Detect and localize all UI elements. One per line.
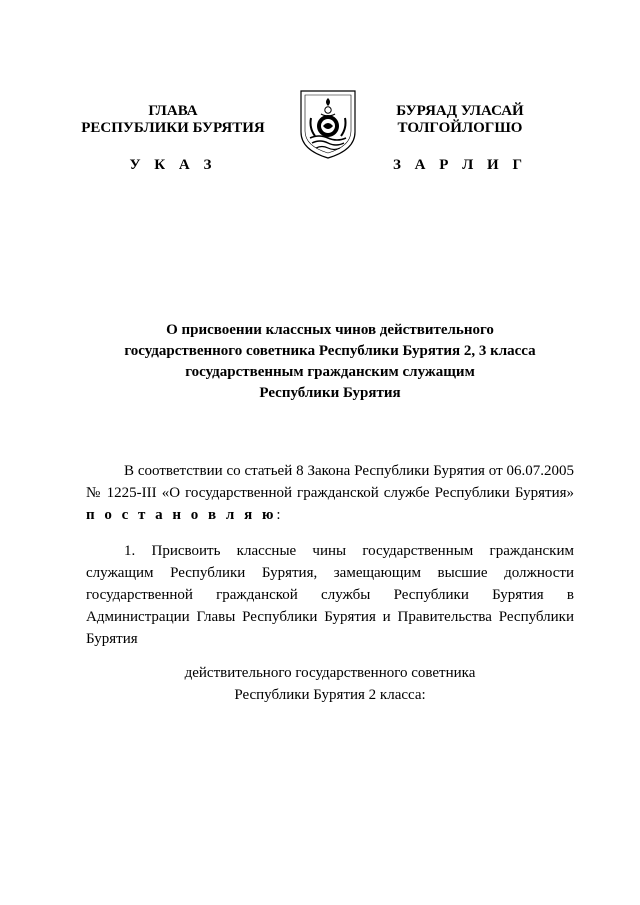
title-line1: О присвоении классных чинов действительного [166,322,494,338]
header-left [58,103,288,174]
clause-1-paragraph [86,540,574,650]
title-line4: Республики Бурятия [259,385,401,401]
preamble-text: В соответствии со статьей 8 Закона Республики Бурятия от 06.07.2005 № 1225-III «О государственной гражданской службе Республики Бурятия» [86,463,574,501]
header-left-line1: ГЛАВА [148,103,198,119]
rank-line1: действительного государственного советника [184,665,476,681]
clause-1-text: 1. Присвоить классные чины государственным гражданским служащим Республики Бурятия, замещающим высшие должности государственной гражданской службы Республики Бурятия в Администрации Главы Республики Бурятия и Правительства Республики Бурятия [86,543,574,647]
title-line3: государственным гражданским служащим [185,364,475,380]
title-line2: государственного советника Республики Бурятия 2, 3 класса [124,343,536,359]
header-left-doc-type: У К А З [129,157,217,173]
header-right-doc-type: З А Р Л И Г [392,157,528,173]
preamble-colon: : [276,507,281,523]
header-right-line1: БУРЯАД УЛАСАЙ [396,103,524,119]
header-right [345,103,575,174]
postanovlyayu-emphasis: п о с т а н о в л я ю [86,507,277,523]
decree-title [86,320,574,404]
header-left-line2: РЕСПУБЛИКИ БУРЯТИЯ [81,120,265,136]
preamble-paragraph [86,460,574,526]
header-right-line2: ТОЛГОЙЛОГШО [397,120,523,136]
rank-heading [86,662,574,706]
rank-line2: Республики Бурятия 2 класса: [234,687,426,703]
